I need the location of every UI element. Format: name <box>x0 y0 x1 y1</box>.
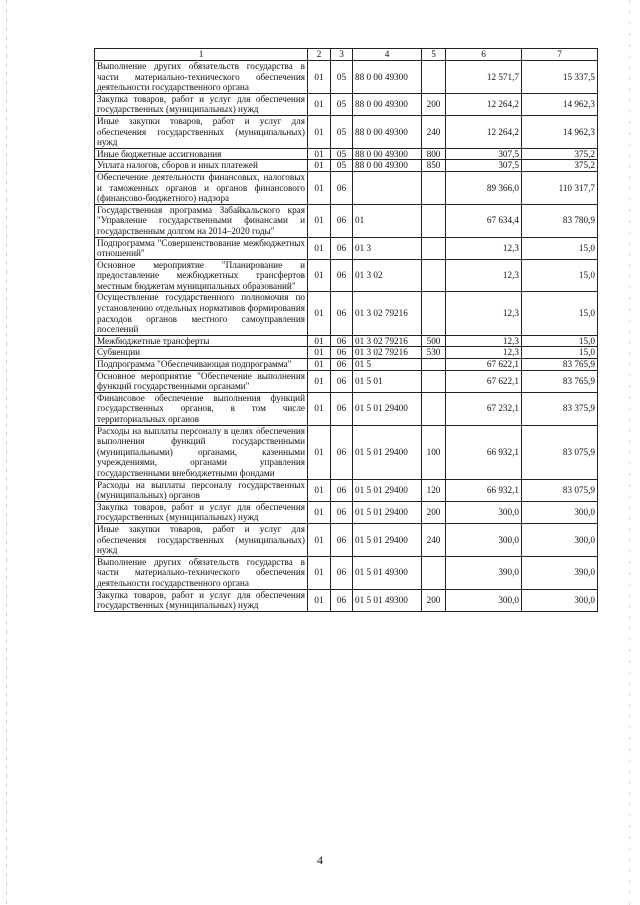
table-row <box>95 425 598 479</box>
table-row <box>95 171 598 204</box>
table-row <box>95 556 598 589</box>
table-header-row <box>95 49 598 61</box>
subsection-code-cell: 06 <box>331 292 353 335</box>
table-row <box>95 347 598 359</box>
subsection-code-cell: 06 <box>331 359 353 371</box>
amount-year1-cell: 67 634,4 <box>446 204 522 237</box>
section-code-cell: 01 <box>308 501 331 523</box>
target-article-cell: 01 5 01 49300 <box>353 556 422 589</box>
amount-year1-cell: 12,3 <box>446 347 522 359</box>
amount-year2-cell: 375,2 <box>522 160 598 172</box>
table-row <box>95 589 598 611</box>
table-row <box>95 292 598 335</box>
target-article-cell: 01 3 02 79216 <box>353 292 422 335</box>
amount-year1-cell: 89 366,0 <box>446 171 522 204</box>
expense-type-cell: 240 <box>422 115 446 148</box>
page-number: 4 <box>317 853 323 867</box>
amount-year1-cell: 67 622,1 <box>446 370 522 392</box>
amount-year1-cell: 300,0 <box>446 589 522 611</box>
subsection-code-cell: 06 <box>331 392 353 425</box>
amount-year1-cell: 12,3 <box>446 259 522 292</box>
subsection-code-cell: 06 <box>331 237 353 259</box>
scan-edge-right <box>629 0 630 905</box>
row-name-cell: Закупка товаров, работ и услуг для обеспечения государственных (муниципальных) нужд <box>95 589 308 611</box>
section-code-cell: 01 <box>308 359 331 371</box>
target-article-cell: 01 5 01 29400 <box>353 501 422 523</box>
amount-year2-cell: 15,0 <box>522 259 598 292</box>
amount-year1-cell: 12,3 <box>446 292 522 335</box>
amount-year2-cell: 15 337,5 <box>522 61 598 94</box>
expense-type-cell <box>422 292 446 335</box>
amount-year2-cell: 83 375,9 <box>522 392 598 425</box>
amount-year2-cell: 14 962,3 <box>522 115 598 148</box>
expense-type-cell <box>422 61 446 94</box>
row-name-cell: Основное мероприятие "Планирование и предоставление межбюджетных трансфертов местным бюджетам муниципальных образований" <box>95 259 308 292</box>
amount-year1-cell: 307,5 <box>446 148 522 160</box>
target-article-cell: 88 0 00 49300 <box>353 115 422 148</box>
amount-year2-cell: 15,0 <box>522 347 598 359</box>
expense-type-cell: 200 <box>422 501 446 523</box>
header-cell: 5 <box>422 49 446 61</box>
header-cell: 7 <box>522 49 598 61</box>
subsection-code-cell: 05 <box>331 115 353 148</box>
table-row <box>95 204 598 237</box>
amount-year1-cell: 66 932,1 <box>446 479 522 501</box>
table-row <box>95 392 598 425</box>
amount-year1-cell: 67 622,1 <box>446 359 522 371</box>
subsection-code-cell: 06 <box>331 523 353 556</box>
row-name-cell: Основное мероприятие "Обеспечение выполнения функций государственными органами" <box>95 370 308 392</box>
subsection-code-cell: 06 <box>331 347 353 359</box>
expense-type-cell <box>422 556 446 589</box>
table-row <box>95 370 598 392</box>
target-article-cell: 01 5 <box>353 359 422 371</box>
row-name-cell: Подпрограмма "Обеспечивающая подпрограмма" <box>95 359 308 371</box>
expense-type-cell: 200 <box>422 589 446 611</box>
expense-type-cell: 850 <box>422 160 446 172</box>
row-name-cell: Выполнение других обязательств государства в части материально-технического обеспечения деятельности государственного органа <box>95 61 308 94</box>
table-row <box>95 359 598 371</box>
section-code-cell: 01 <box>308 61 331 94</box>
subsection-code-cell: 06 <box>331 335 353 347</box>
header-cell: 6 <box>446 49 522 61</box>
row-name-cell: Межбюджетные трансферты <box>95 335 308 347</box>
target-article-cell: 01 5 01 29400 <box>353 523 422 556</box>
amount-year1-cell: 12,3 <box>446 237 522 259</box>
table-row <box>95 523 598 556</box>
subsection-code-cell: 05 <box>331 93 353 115</box>
section-code-cell: 01 <box>308 335 331 347</box>
amount-year2-cell: 110 317,7 <box>522 171 598 204</box>
table-row <box>95 61 598 94</box>
row-name-cell: Подпрограмма "Совершенствование межбюджетных отношений" <box>95 237 308 259</box>
amount-year1-cell: 390,0 <box>446 556 522 589</box>
amount-year1-cell: 66 932,1 <box>446 425 522 479</box>
expense-type-cell <box>422 204 446 237</box>
section-code-cell: 01 <box>308 259 331 292</box>
subsection-code-cell: 06 <box>331 556 353 589</box>
row-name-cell: Уплата налогов, сборов и иных платежей <box>95 160 308 172</box>
amount-year1-cell: 12 264,2 <box>446 93 522 115</box>
subsection-code-cell: 05 <box>331 148 353 160</box>
subsection-code-cell: 06 <box>331 259 353 292</box>
amount-year2-cell: 14 962,3 <box>522 93 598 115</box>
amount-year1-cell: 67 232,1 <box>446 392 522 425</box>
row-name-cell: Иные закупки товаров, работ и услуг для обеспечения государственных (муниципальных) нужд <box>95 115 308 148</box>
amount-year2-cell: 300,0 <box>522 589 598 611</box>
subsection-code-cell: 06 <box>331 501 353 523</box>
header-cell: 3 <box>331 49 353 61</box>
row-name-cell: Государственная программа Забайкальского края "Управление государственными финансами и государственным долгом на 2014–2020 годы" <box>95 204 308 237</box>
amount-year2-cell: 15,0 <box>522 237 598 259</box>
subsection-code-cell: 05 <box>331 160 353 172</box>
section-code-cell: 01 <box>308 148 331 160</box>
expense-type-cell: 800 <box>422 148 446 160</box>
header-cell: 1 <box>95 49 308 61</box>
amount-year2-cell: 83 765,9 <box>522 370 598 392</box>
expense-type-cell: 530 <box>422 347 446 359</box>
section-code-cell: 01 <box>308 479 331 501</box>
subsection-code-cell: 06 <box>331 589 353 611</box>
table-row <box>95 501 598 523</box>
amount-year2-cell: 300,0 <box>522 523 598 556</box>
target-article-cell: 01 <box>353 204 422 237</box>
expense-type-cell <box>422 237 446 259</box>
row-name-cell: Субвенции <box>95 347 308 359</box>
target-article-cell: 88 0 00 49300 <box>353 61 422 94</box>
amount-year1-cell: 300,0 <box>446 523 522 556</box>
row-name-cell: Расходы на выплаты персоналу в целях обеспечения выполнения функций государственными (муниципальными) органами, казенными учреждениями, органами управления государственными внебюджетными фондами <box>95 425 308 479</box>
target-article-cell: 01 5 01 29400 <box>353 479 422 501</box>
amount-year1-cell: 307,5 <box>446 160 522 172</box>
amount-year1-cell: 300,0 <box>446 501 522 523</box>
row-name-cell: Выполнение других обязательств государства в части материально-технического обеспечения деятельности государственного органа <box>95 556 308 589</box>
table-row <box>95 259 598 292</box>
target-article-cell: 01 5 01 49300 <box>353 589 422 611</box>
row-name-cell: Закупка товаров, работ и услуг для обеспечения государственных (муниципальных) нужд <box>95 93 308 115</box>
section-code-cell: 01 <box>308 115 331 148</box>
expense-type-cell: 120 <box>422 479 446 501</box>
target-article-cell: 01 5 01 <box>353 370 422 392</box>
subsection-code-cell: 06 <box>331 479 353 501</box>
section-code-cell: 01 <box>308 392 331 425</box>
table-row <box>95 115 598 148</box>
amount-year2-cell: 83 075,9 <box>522 425 598 479</box>
section-code-cell: 01 <box>308 237 331 259</box>
subsection-code-cell: 06 <box>331 204 353 237</box>
table-row <box>95 160 598 172</box>
amount-year2-cell: 300,0 <box>522 501 598 523</box>
table-row <box>95 335 598 347</box>
amount-year2-cell: 83 075,9 <box>522 479 598 501</box>
table-row <box>95 148 598 160</box>
header-cell: 4 <box>353 49 422 61</box>
scan-edge-left <box>6 0 7 905</box>
subsection-code-cell: 06 <box>331 425 353 479</box>
expense-type-cell <box>422 171 446 204</box>
row-name-cell: Осуществление государственного полномочия по установлению отдельных нормативов формирования расходов органов местного самоуправления поселений <box>95 292 308 335</box>
subsection-code-cell: 05 <box>331 61 353 94</box>
table-row <box>95 479 598 501</box>
budget-table <box>94 48 598 612</box>
target-article-cell: 01 3 02 79216 <box>353 347 422 359</box>
section-code-cell: 01 <box>308 93 331 115</box>
amount-year2-cell: 83 765,9 <box>522 359 598 371</box>
expense-type-cell <box>422 392 446 425</box>
amount-year1-cell: 12 264,2 <box>446 115 522 148</box>
expense-type-cell <box>422 259 446 292</box>
expense-type-cell: 100 <box>422 425 446 479</box>
header-cell: 2 <box>308 49 331 61</box>
target-article-cell: 01 5 01 29400 <box>353 425 422 479</box>
amount-year2-cell: 83 780,9 <box>522 204 598 237</box>
row-name-cell: Финансовое обеспечение выполнения функций государственных органов, в том числе территориальных органов <box>95 392 308 425</box>
expense-type-cell <box>422 359 446 371</box>
row-name-cell: Расходы на выплаты персоналу государственных (муниципальных) органов <box>95 479 308 501</box>
subsection-code-cell: 06 <box>331 370 353 392</box>
target-article-cell: 88 0 00 49300 <box>353 148 422 160</box>
section-code-cell: 01 <box>308 204 331 237</box>
subsection-code-cell: 06 <box>331 171 353 204</box>
amount-year1-cell: 12 571,7 <box>446 61 522 94</box>
expense-type-cell <box>422 370 446 392</box>
section-code-cell: 01 <box>308 589 331 611</box>
expense-type-cell: 500 <box>422 335 446 347</box>
amount-year2-cell: 375,2 <box>522 148 598 160</box>
expense-type-cell: 200 <box>422 93 446 115</box>
section-code-cell: 01 <box>308 160 331 172</box>
section-code-cell: 01 <box>308 523 331 556</box>
target-article-cell: 01 3 <box>353 237 422 259</box>
target-article-cell: 01 3 02 79216 <box>353 335 422 347</box>
row-name-cell: Иные бюджетные ассигнования <box>95 148 308 160</box>
amount-year1-cell: 12,3 <box>446 335 522 347</box>
target-article-cell: 01 3 02 <box>353 259 422 292</box>
amount-year2-cell: 15,0 <box>522 292 598 335</box>
amount-year2-cell: 15,0 <box>522 335 598 347</box>
target-article-cell: 88 0 00 49300 <box>353 160 422 172</box>
target-article-cell <box>353 171 422 204</box>
section-code-cell: 01 <box>308 292 331 335</box>
target-article-cell: 88 0 00 49300 <box>353 93 422 115</box>
section-code-cell: 01 <box>308 556 331 589</box>
table-row <box>95 93 598 115</box>
row-name-cell: Закупка товаров, работ и услуг для обеспечения государственных (муниципальных) нужд <box>95 501 308 523</box>
row-name-cell: Иные закупки товаров, работ и услуг для обеспечения государственных (муниципальных) нужд <box>95 523 308 556</box>
table-row <box>95 237 598 259</box>
expense-type-cell: 240 <box>422 523 446 556</box>
target-article-cell: 01 5 01 29400 <box>353 392 422 425</box>
section-code-cell: 01 <box>308 370 331 392</box>
section-code-cell: 01 <box>308 347 331 359</box>
amount-year2-cell: 390,0 <box>522 556 598 589</box>
section-code-cell: 01 <box>308 425 331 479</box>
section-code-cell: 01 <box>308 171 331 204</box>
row-name-cell: Обеспечение деятельности финансовых, налоговых и таможенных органов и органов финансового (финансово-бюджетного) надзора <box>95 171 308 204</box>
